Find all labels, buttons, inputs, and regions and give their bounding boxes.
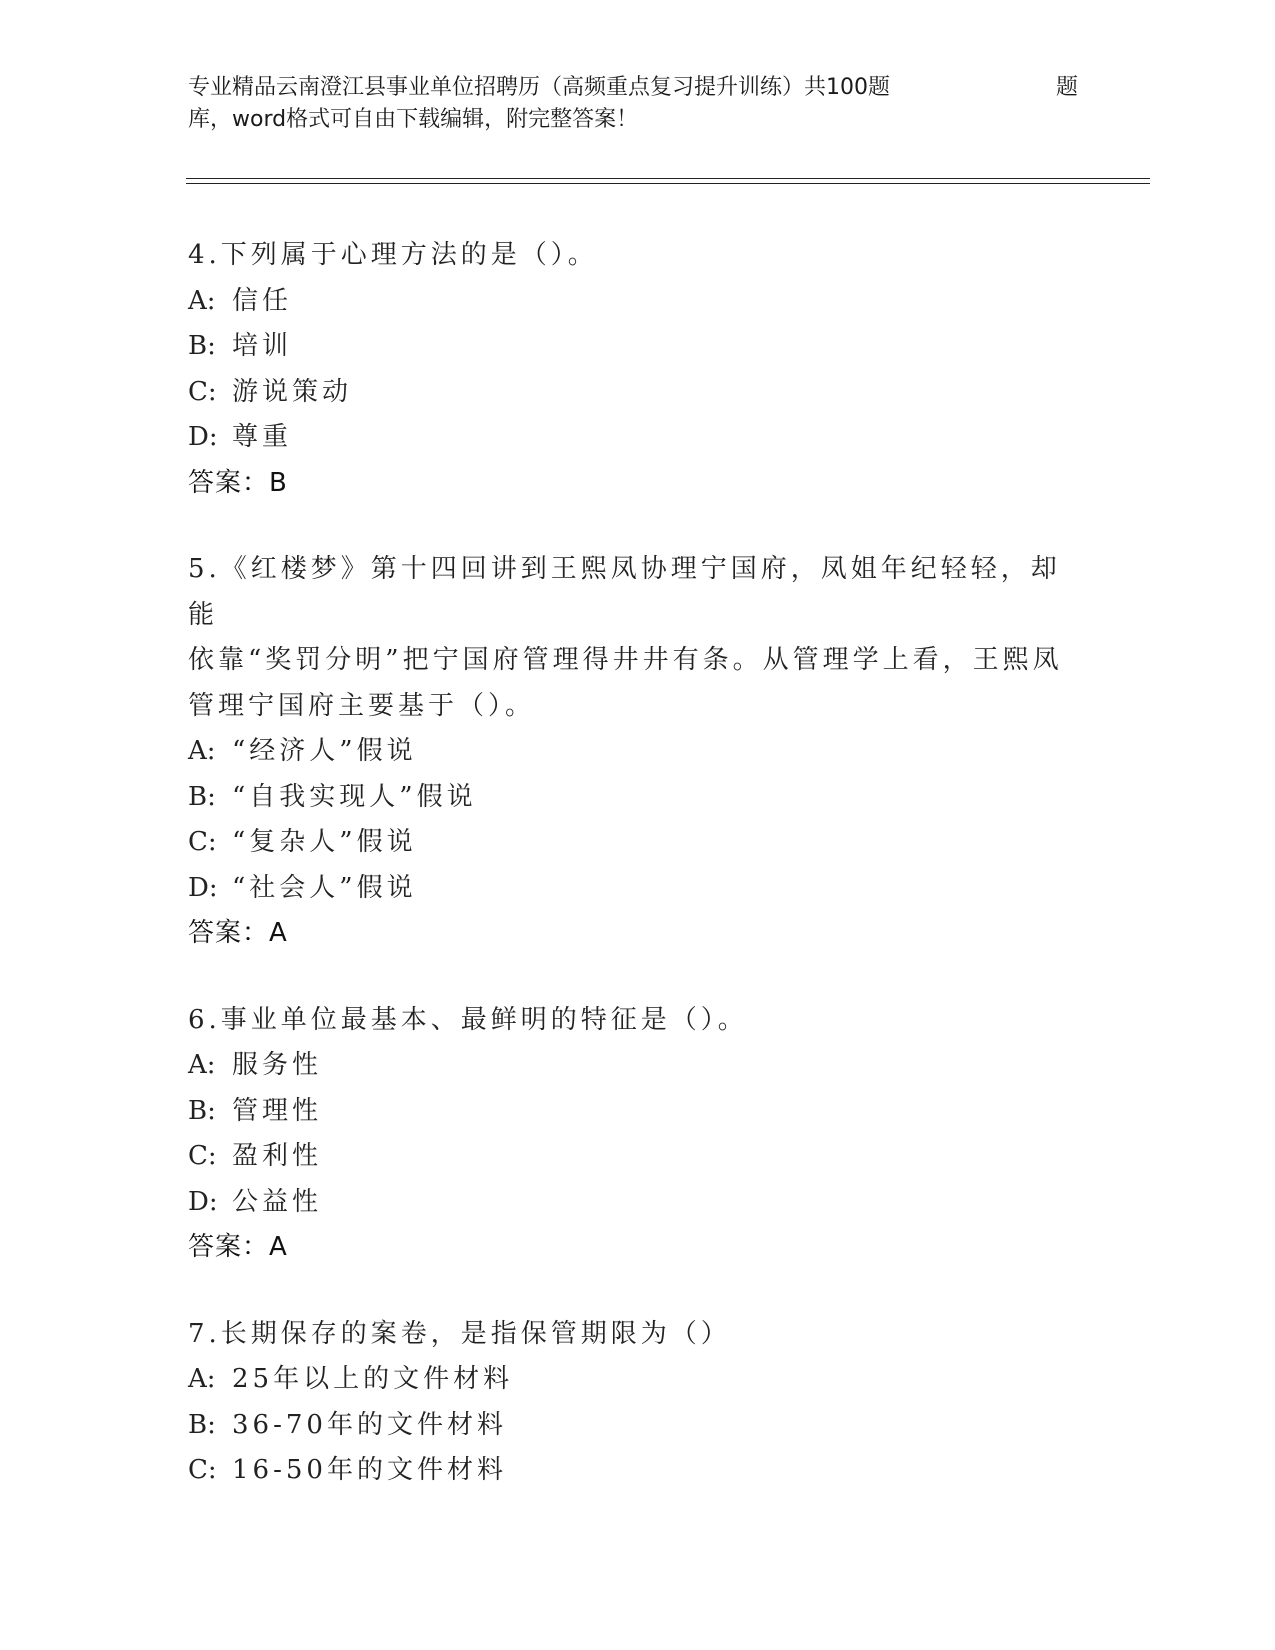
option-letter: A: — [188, 1364, 216, 1394]
option-letter: A: — [188, 736, 216, 766]
option-c — [188, 370, 1068, 416]
option-letter: D: — [188, 422, 218, 452]
option-text: 公益性 — [232, 1186, 323, 1217]
option-text: “自我实现人”假说 — [232, 781, 477, 812]
option-text: 游说策动 — [232, 376, 353, 407]
option-text: 管理性 — [232, 1095, 323, 1126]
question-stem: 4.下列属于心理方法的是（）。 — [188, 240, 598, 270]
option-text: “社会人”假说 — [232, 872, 417, 903]
option-c — [188, 820, 1068, 866]
option-letter: C: — [188, 827, 217, 857]
question-6 — [188, 998, 1068, 1271]
option-letter: D: — [188, 1186, 218, 1217]
header-rule-bottom — [186, 183, 1150, 184]
option-letter: B: — [188, 1095, 216, 1126]
option-letter: C: — [188, 376, 217, 407]
option-b — [188, 1089, 1068, 1135]
option-letter: A: — [188, 1050, 216, 1080]
option-b — [188, 775, 1068, 821]
option-text: “复杂人”假说 — [232, 827, 417, 857]
question-7 — [188, 1312, 1068, 1494]
option-letter: B: — [188, 1409, 216, 1440]
option-text: 25年以上的文件材料 — [232, 1364, 514, 1394]
answer-line: 答案：A — [188, 918, 288, 948]
document-header — [188, 72, 1088, 136]
option-d — [188, 1180, 1068, 1226]
header-line-1 — [188, 72, 1088, 104]
option-letter: A: — [188, 285, 216, 316]
option-text: 36-70年的文件材料 — [232, 1409, 507, 1440]
option-c — [188, 1134, 1068, 1180]
question-stem-line-2: 依靠“奖罚分明”把宁国府管理得井井有条。从管理学上看，王熙凤 — [188, 645, 1063, 675]
option-letter: D: — [188, 872, 218, 903]
option-letter: C: — [188, 1141, 217, 1171]
option-text: 服务性 — [232, 1050, 323, 1080]
option-text: 盈利性 — [232, 1141, 323, 1171]
header-rule-top — [186, 178, 1150, 179]
option-d — [188, 415, 1068, 461]
header-title: 专业精品云南澄江县事业单位招聘历（高频重点复习提升训练）共100题 — [188, 75, 890, 100]
option-text: “经济人”假说 — [232, 736, 417, 766]
option-letter: C: — [188, 1455, 217, 1485]
question-5 — [188, 547, 1068, 957]
option-a — [188, 729, 1068, 775]
header-title-tail: 题 — [1056, 75, 1079, 100]
answer-line: 答案：A — [188, 1232, 288, 1262]
question-list — [188, 233, 1068, 1535]
option-text: 培训 — [232, 331, 293, 361]
header-line-2: 库，word格式可自由下载编辑，附完整答案！ — [188, 107, 639, 132]
option-b — [188, 1403, 1068, 1449]
question-stem: 7.长期保存的案卷，是指保管期限为（） — [188, 1318, 731, 1349]
option-text: 16-50年的文件材料 — [232, 1455, 507, 1485]
question-4 — [188, 233, 1068, 506]
answer-line: 答案：B — [188, 467, 288, 498]
option-b — [188, 324, 1068, 370]
option-a — [188, 279, 1068, 325]
option-text: 尊重 — [232, 422, 293, 452]
question-stem-line-1: 5.《红楼梦》第十四回讲到王熙凤协理宁国府，凤姐年纪轻轻，却能 — [188, 554, 1061, 630]
question-stem-line-3: 管理宁国府主要基于（）。 — [188, 690, 536, 721]
option-d — [188, 866, 1068, 912]
option-a — [188, 1357, 1068, 1403]
option-letter: B: — [188, 781, 216, 812]
option-c — [188, 1448, 1068, 1494]
option-letter: B: — [188, 331, 216, 361]
option-a — [188, 1043, 1068, 1089]
option-text: 信任 — [232, 285, 293, 316]
question-stem: 6.事业单位最基本、最鲜明的特征是（）。 — [188, 1004, 748, 1035]
